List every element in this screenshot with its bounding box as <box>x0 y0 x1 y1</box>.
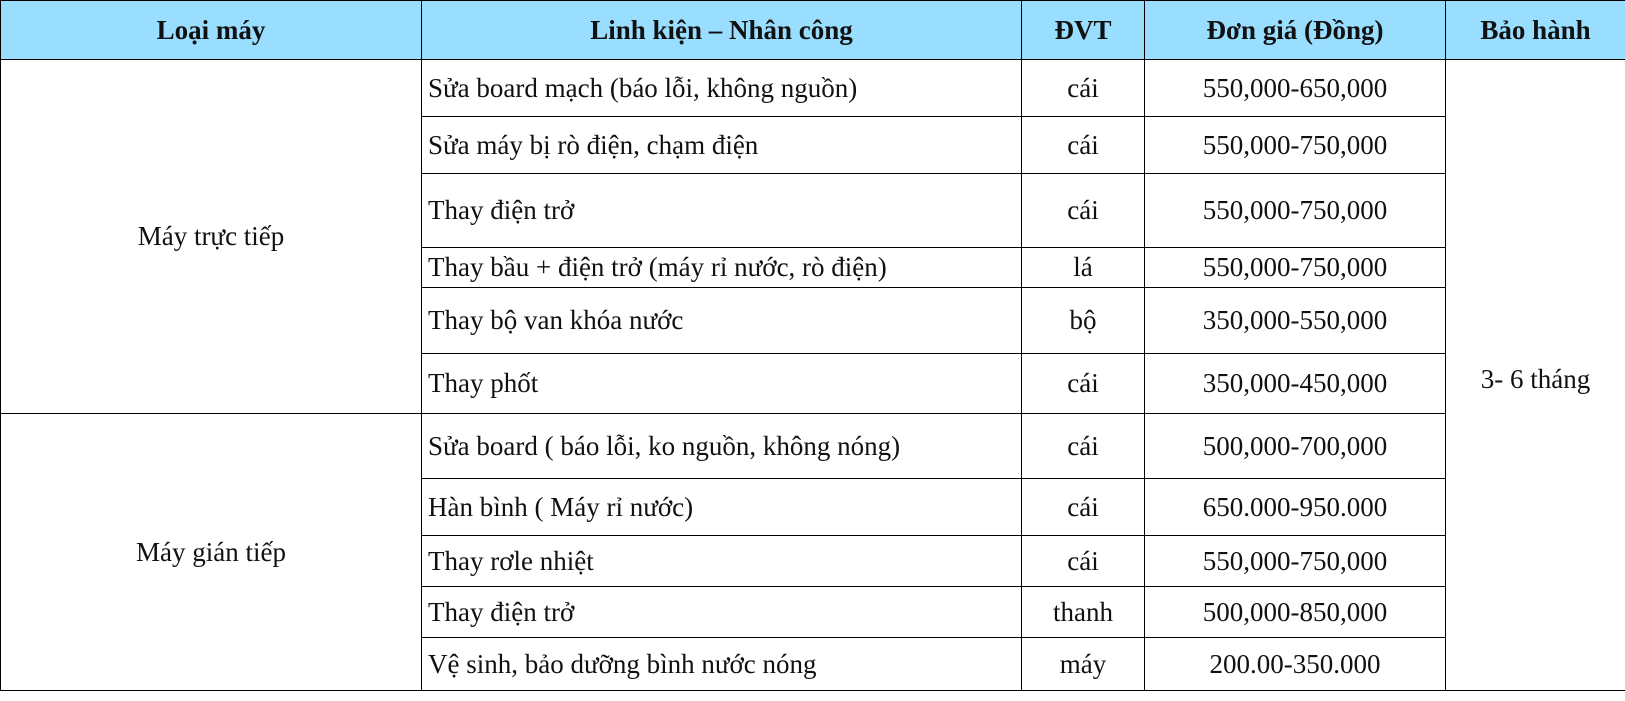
header-row <box>1 1 1625 60</box>
price-cell: 350,000-550,000 <box>1145 288 1446 354</box>
unit-cell: cái <box>1022 536 1145 587</box>
unit-cell: cái <box>1022 60 1145 117</box>
item-cell: Thay phốt <box>422 354 1022 414</box>
item-cell: Vệ sinh, bảo dưỡng bình nước nóng <box>422 638 1022 691</box>
header-unit: ĐVT <box>1022 1 1145 60</box>
price-cell: 550,000-750,000 <box>1145 174 1446 248</box>
header-parts-labor: Linh kiện – Nhân công <box>422 1 1022 60</box>
price-cell: 200.00-350.000 <box>1145 638 1446 691</box>
price-cell: 550,000-650,000 <box>1145 60 1446 117</box>
unit-cell: thanh <box>1022 587 1145 638</box>
unit-cell: cái <box>1022 174 1145 248</box>
item-cell: Sửa máy bị rò điện, chạm điện <box>422 117 1022 174</box>
price-cell: 550,000-750,000 <box>1145 117 1446 174</box>
header-unit-price: Đơn giá (Đồng) <box>1145 1 1446 60</box>
item-cell: Sửa board mạch (báo lỗi, không nguồn) <box>422 60 1022 117</box>
price-cell: 500,000-700,000 <box>1145 414 1446 479</box>
price-cell: 650.000-950.000 <box>1145 479 1446 536</box>
unit-cell: cái <box>1022 479 1145 536</box>
header-warranty: Bảo hành <box>1446 1 1625 60</box>
unit-cell: cái <box>1022 354 1145 414</box>
unit-cell: lá <box>1022 248 1145 288</box>
unit-cell: máy <box>1022 638 1145 691</box>
item-cell: Thay điện trở <box>422 587 1022 638</box>
item-cell: Thay rơle nhiệt <box>422 536 1022 587</box>
unit-cell: cái <box>1022 117 1145 174</box>
item-cell: Sửa board ( báo lỗi, ko nguồn, không nóng) <box>422 414 1022 479</box>
price-cell: 500,000-850,000 <box>1145 587 1446 638</box>
unit-cell: bộ <box>1022 288 1145 354</box>
header-machine-type: Loại máy <box>1 1 422 60</box>
machine-type-cell: Máy gián tiếp <box>1 414 422 691</box>
price-cell: 350,000-450,000 <box>1145 354 1446 414</box>
unit-cell: cái <box>1022 414 1145 479</box>
warranty-cell: 3- 6 tháng <box>1446 60 1625 691</box>
item-cell: Thay điện trở <box>422 174 1022 248</box>
table-row <box>1 60 1625 117</box>
price-cell: 550,000-750,000 <box>1145 248 1446 288</box>
price-cell: 550,000-750,000 <box>1145 536 1446 587</box>
item-cell: Thay bộ van khóa nước <box>422 288 1022 354</box>
item-cell: Hàn bình ( Máy rỉ nước) <box>422 479 1022 536</box>
item-cell: Thay bầu + điện trở (máy rỉ nước, rò điện) <box>422 248 1022 288</box>
machine-type-cell: Máy trực tiếp <box>1 60 422 414</box>
table-row <box>1 414 1625 479</box>
